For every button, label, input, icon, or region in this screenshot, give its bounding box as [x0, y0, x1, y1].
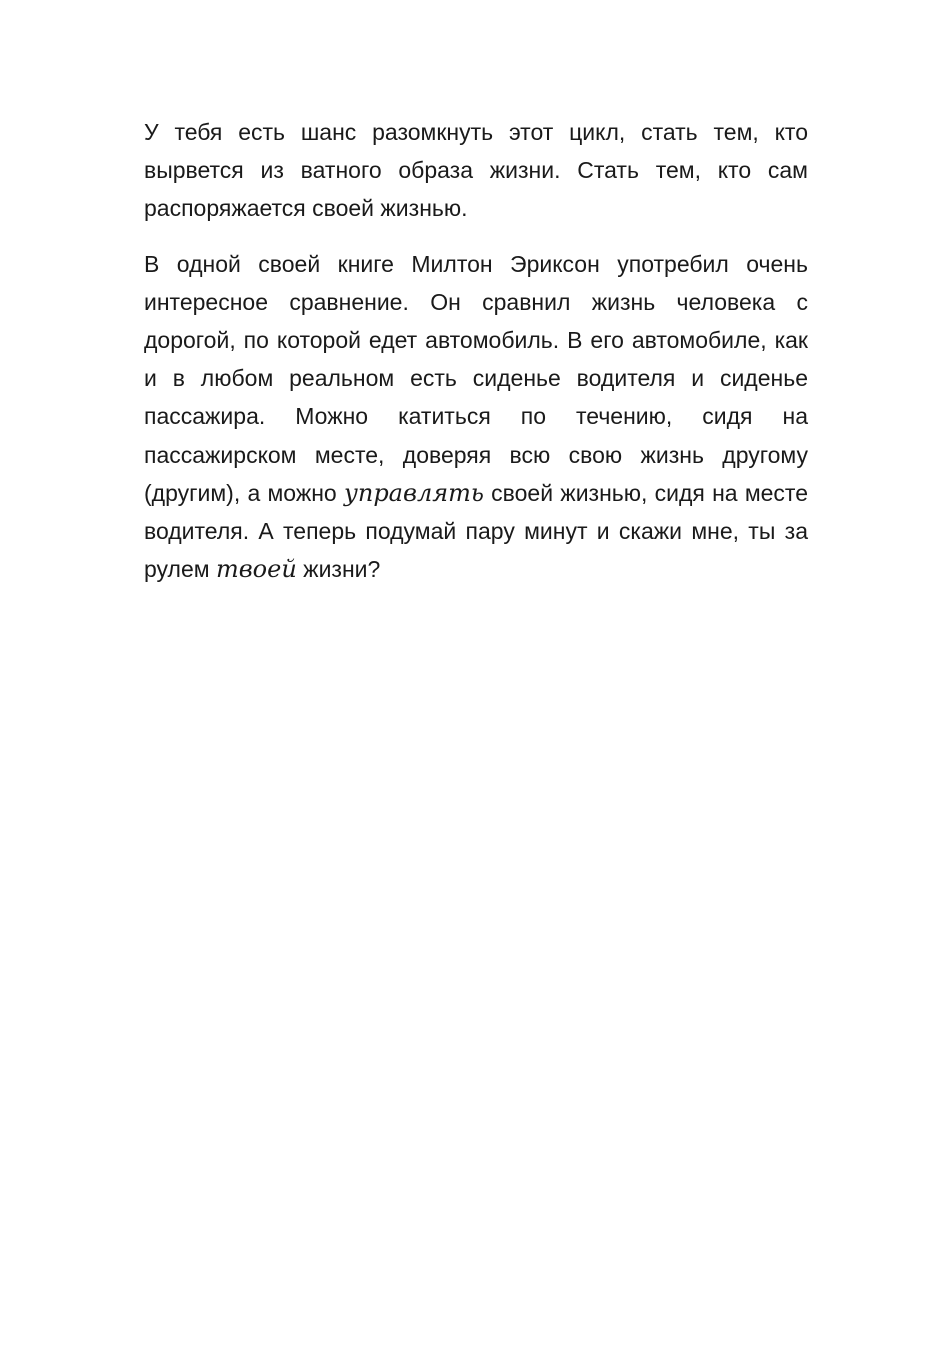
paragraph-text: У тебя есть шанс разомкнуть этот цикл, стать тем, кто вырвется из ватного образа жизни. Стать тем, кто сам распоряжается своей жизнью. — [144, 119, 808, 222]
paragraph-1 — [144, 113, 808, 228]
paragraph-text: своей жизнью, сидя на месте водителя. А теперь подумай пару минут и скажи мне, ты за рулем — [144, 479, 808, 583]
paragraph-2 — [144, 245, 808, 589]
document-page — [144, 113, 808, 605]
emphasis-text: управлять — [343, 478, 484, 507]
paragraph-text: жизни? — [296, 556, 381, 583]
paragraph-text: В одной своей книге Милтон Эриксон употребил очень интересное сравнение. Он сравнил жизнь человека с дорогой, по которой едет автомобиль. В его автомобиле, как и в любом реальном есть сиденье водителя и сиденье пассажира. Можно катиться по течению, сидя на пассажирском месте, доверяя всю свою жизнь другому (другим), а можно — [144, 250, 808, 506]
emphasis-text: твоей — [215, 555, 297, 584]
